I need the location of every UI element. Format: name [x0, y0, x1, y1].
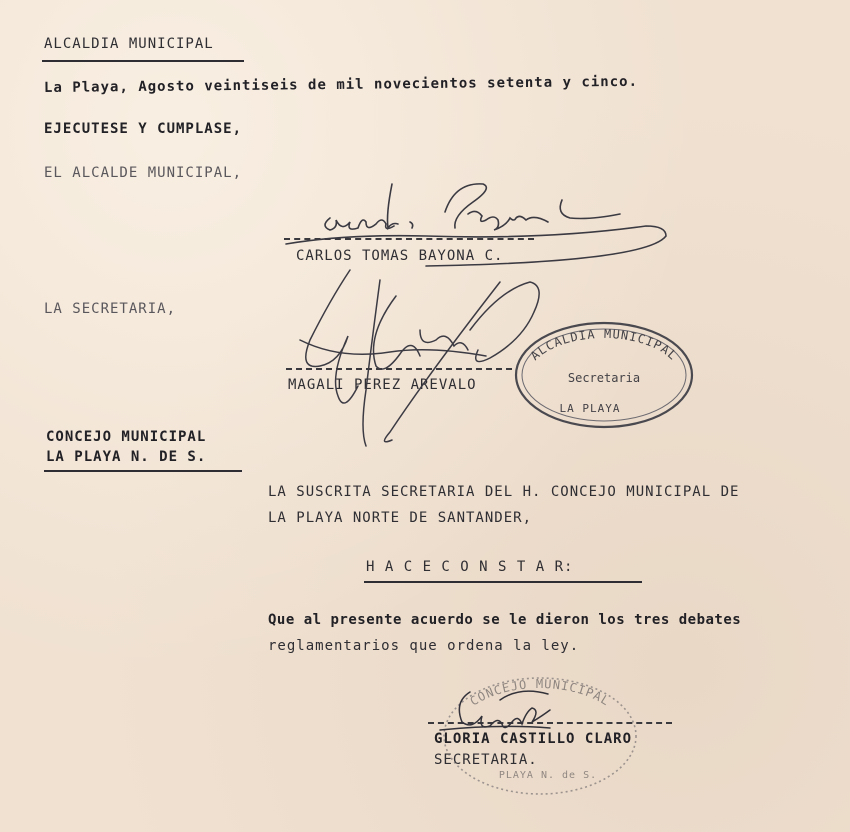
certification-intro-2: LA PLAYA NORTE DE SANTANDER, — [268, 510, 533, 526]
mayor-title: EL ALCALDE MUNICIPAL, — [44, 165, 243, 181]
mayor-name: CARLOS TOMAS BAYONA C. — [296, 248, 504, 264]
office-heading: ALCALDIA MUNICIPAL — [44, 36, 214, 52]
certification-text-2: reglamentarios que ordena la ley. — [268, 638, 580, 654]
date-line: La Playa, Agosto veintiseis de mil novecientos setenta y cinco. — [43, 73, 639, 96]
alcaldia-stamp-top: ALCALDIA MUNICIPAL — [527, 326, 681, 364]
certification-text-1: Que al presente acuerdo se le dieron los tres debates — [268, 612, 742, 628]
secretary-name: MAGALI PEREZ AREVALO — [288, 377, 477, 393]
concejo-stamp-top: CONCEJO MUNICIPAL — [467, 677, 613, 709]
final-name: GLORIA CASTILLO CLARO — [434, 731, 633, 747]
council-line-2: LA PLAYA N. DE S. — [46, 449, 207, 465]
certification-intro-1: LA SUSCRITA SECRETARIA DEL H. CONCEJO MUNICIPAL DE — [268, 484, 740, 500]
alcaldia-stamp-bottom: LA PLAYA — [559, 402, 621, 415]
concejo-stamp — [444, 677, 636, 794]
alcaldia-stamp-middle: Secretaria — [567, 371, 641, 385]
final-title: SECRETARIA. — [434, 752, 538, 768]
secretary-signature — [300, 270, 539, 446]
alcaldia-stamp — [516, 323, 692, 427]
secretary-title: LA SECRETARIA, — [44, 301, 177, 317]
concejo-stamp-bottom: PLAYA N. de S. — [498, 770, 598, 781]
certification-heading: H A C E C O N S T A R: — [366, 559, 574, 575]
mayor-signature — [286, 184, 666, 266]
council-line-1: CONCEJO MUNICIPAL — [46, 429, 207, 445]
svg-text:ALCALDIA MUNICIPAL — [528, 327, 681, 363]
order-line: EJECUTESE Y CUMPLASE, — [44, 121, 243, 137]
